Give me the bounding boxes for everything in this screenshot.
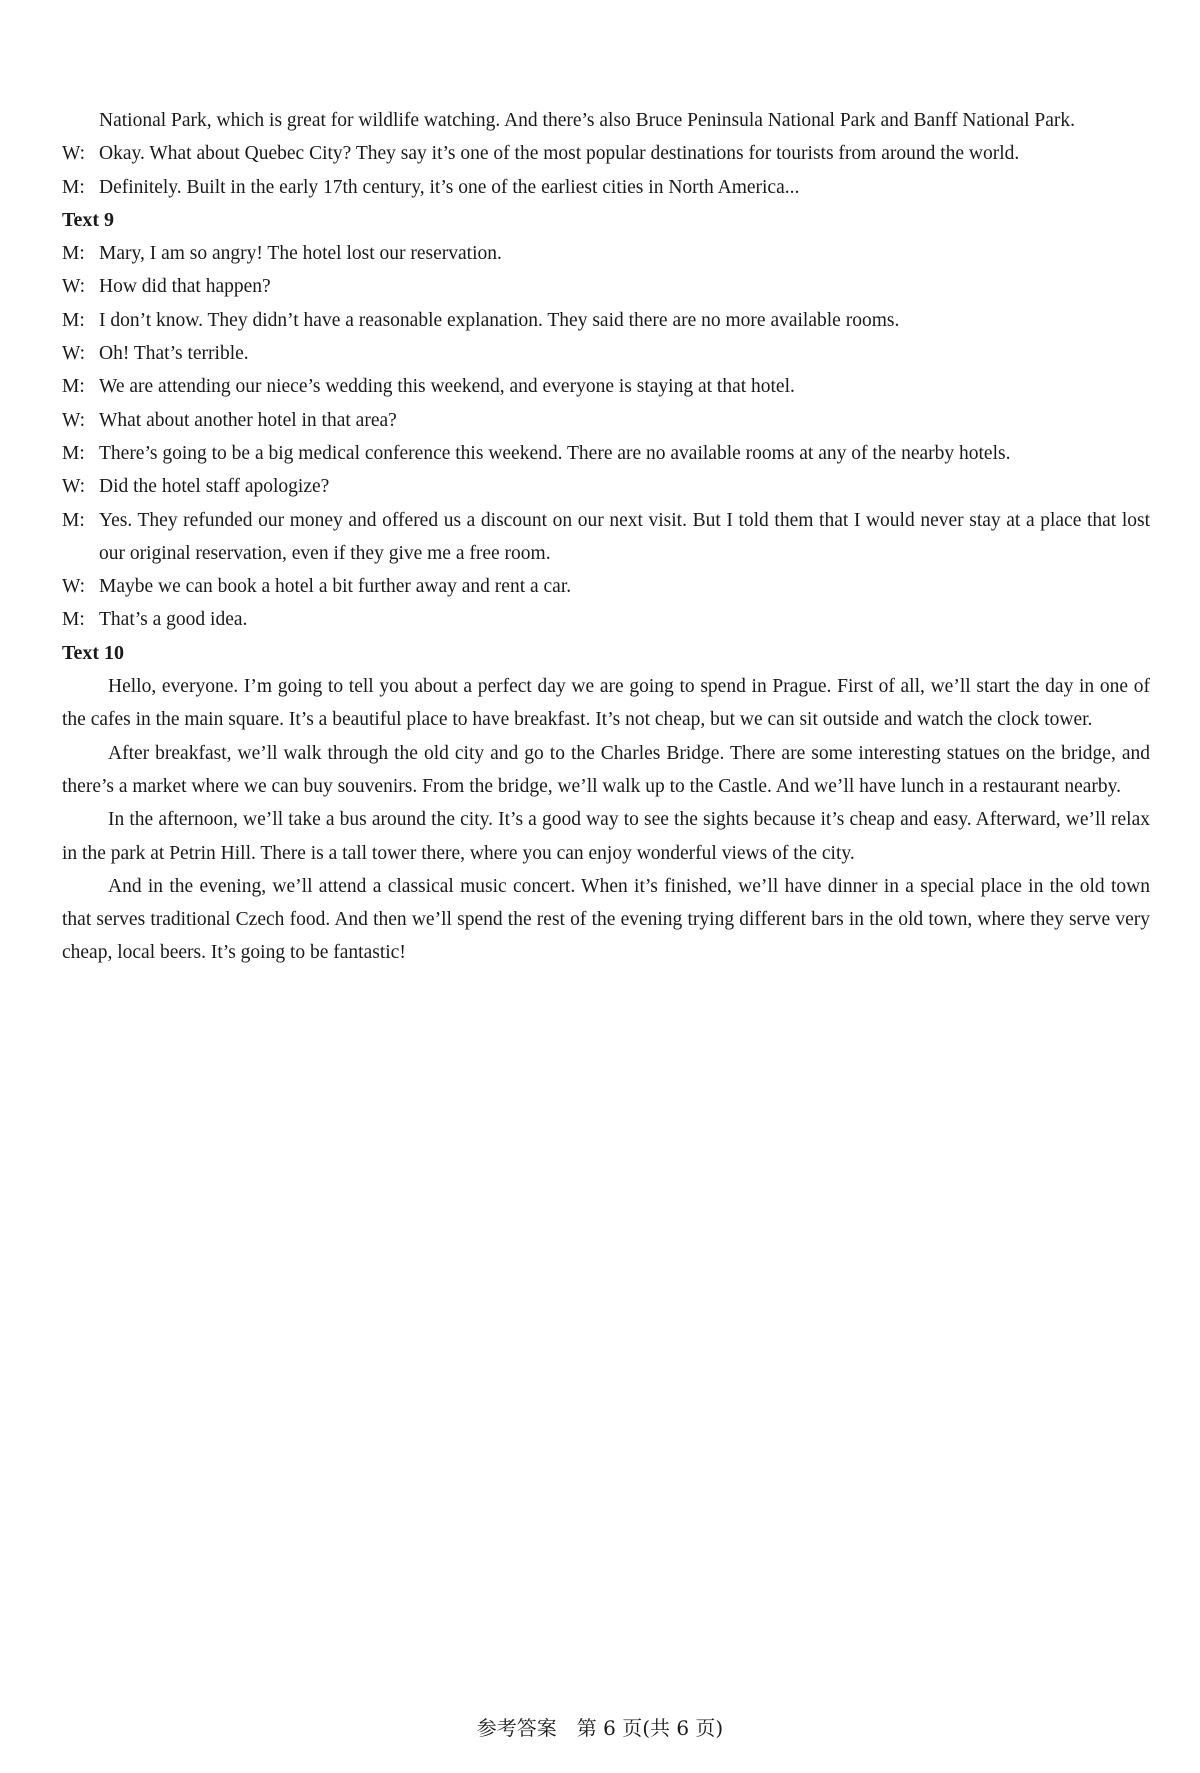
speaker-label: W:	[62, 276, 86, 298]
speaker-label: W:	[62, 476, 86, 498]
dialog-text: I don’t know. They didn’t have a reasonable explanation. They said there are no more available rooms.	[99, 309, 900, 331]
dialog-text: We are attending our niece’s wedding this weekend, and everyone is staying at that hotel.	[99, 376, 795, 398]
dialog-text: Mary, I am so angry! The hotel lost our reservation.	[99, 243, 502, 265]
speaker-label: M:	[62, 243, 85, 265]
dialog-text: What about another hotel in that area?	[99, 409, 397, 431]
speaker-label: W:	[62, 143, 86, 165]
dialog-text: Yes. They refunded our money and offered us a discount on our next visit. But I told them that I would never stay at a place that lost our original reservation, even if they give me a free room.	[99, 509, 1150, 564]
dialog-line	[62, 570, 1150, 603]
monologue-paragraph: After breakfast, we’ll walk through the old city and go to the Charles Bridge. There are some interesting statues on the bridge, and there’s a market where we can buy souvenirs. From the bridge, we’ll walk up to the Castle. And we’ll have lunch in a restaurant nearby.	[62, 742, 1150, 797]
dialog-line	[62, 171, 1150, 204]
page-footer: 参考答案 第 6 页(共 6 页)	[476, 1716, 724, 1740]
speaker-label: W:	[62, 343, 86, 365]
dialog-text: How did that happen?	[99, 276, 271, 298]
dialog-text: Okay. What about Quebec City? They say it’s one of the most popular destinations for tourists from around the world.	[99, 143, 1020, 165]
speaker-label: M:	[62, 442, 85, 464]
speaker-label: M:	[62, 509, 85, 531]
dialog-line	[62, 404, 1150, 437]
continuation-text: National Park, which is great for wildlife watching. And there’s also Bruce Peninsula National Park and Banff National Park.	[99, 110, 1076, 131]
dialog-text: Did the hotel staff apologize?	[99, 476, 330, 498]
dialog-text: That’s a good idea.	[99, 609, 248, 631]
dialog-line	[62, 370, 1150, 403]
dialog-line	[62, 504, 1150, 571]
speaker-label: M:	[62, 609, 85, 631]
speaker-label: M:	[62, 176, 85, 198]
section-heading-text10: Text 10	[62, 641, 125, 664]
dialog-line	[62, 237, 1150, 270]
speaker-label: W:	[62, 576, 86, 598]
dialog-text: Definitely. Built in the early 17th century, it’s one of the earliest cities in North America...	[99, 176, 800, 198]
dialog-line	[62, 137, 1150, 170]
monologue-paragraph: And in the evening, we’ll attend a classical music concert. When it’s finished, we’ll have dinner in a special place in the old town that serves traditional Czech food. And then we’ll spend the rest of the evening trying different bars in the old town, where they serve very cheap, local beers. It’s going to be fantastic!	[62, 875, 1150, 964]
monologue-paragraph: In the afternoon, we’ll take a bus around the city. It’s a good way to see the sights because it’s cheap and easy. Afterward, we’ll relax in the park at Petrin Hill. There is a tall tower there, where you can enjoy wonderful views of the city.	[62, 809, 1150, 864]
dialog-text: Maybe we can book a hotel a bit further away and rent a car.	[99, 576, 572, 598]
speaker-label: M:	[62, 376, 85, 398]
dialog-line	[62, 337, 1150, 370]
section-heading-text9: Text 9	[62, 208, 115, 231]
speaker-label: M:	[62, 309, 85, 331]
dialog-line	[62, 437, 1150, 470]
dialog-text: Oh! That’s terrible.	[99, 343, 249, 365]
monologue-paragraph: Hello, everyone. I’m going to tell you about a perfect day we are going to spend in Prague. First of all, we’ll start the day in one of the cafes in the main square. It’s a beautiful place to have breakfast. It’s not cheap, but we can sit outside and watch the clock tower.	[62, 676, 1150, 731]
speaker-label: W:	[62, 409, 86, 431]
dialog-line	[62, 603, 1150, 636]
dialog-line	[62, 304, 1150, 337]
document-page	[62, 104, 1150, 970]
dialog-text: There’s going to be a big medical conference this weekend. There are no available rooms at any of the nearby hotels.	[99, 442, 1011, 464]
dialog-line	[62, 270, 1150, 303]
dialog-line	[62, 470, 1150, 503]
